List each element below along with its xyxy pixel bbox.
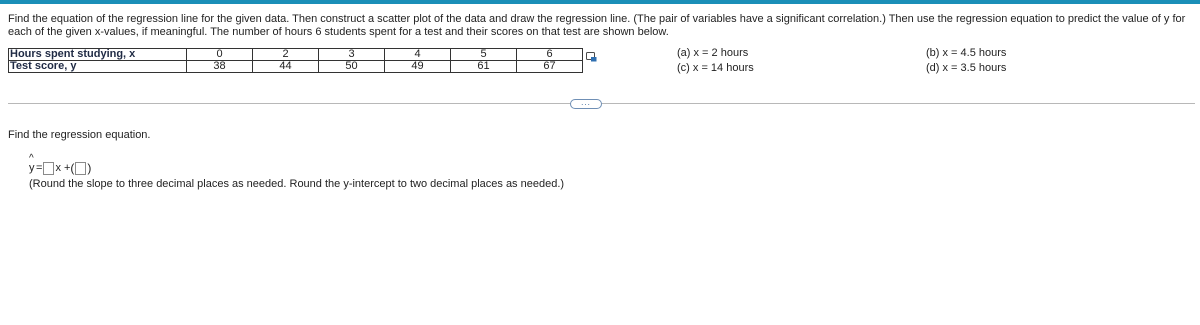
table-cell: 6 [517,49,583,61]
regression-equation [29,153,92,175]
table-cell: 2 [253,49,319,61]
table-cell: 44 [253,61,319,73]
table-cell: 0 [187,49,253,61]
prompt-text: Find the regression equation. [8,129,151,141]
close-paren: ) [87,161,92,175]
part-b: (b) x = 4.5 hours [926,47,1007,59]
table-cell: 38 [187,61,253,73]
slope-input[interactable] [43,162,54,175]
table-cell: 50 [319,61,385,73]
top-accent-bar [0,0,1200,4]
table-cell: 3 [319,49,385,61]
expand-more-button[interactable]: ... [570,99,602,109]
part-a: (a) x = 2 hours [677,47,749,59]
equals-sign: = [36,162,43,174]
popout-icon[interactable] [586,49,597,59]
question-text: Find the equation of the regression line for the given data. Then construct a scatter plot of the data and draw the regression line. (The pair of variables have a significant correlation.) Then use the regression equation to predict the value of y for each of the given x-values, if meaningful. The number of hours 6 students spent for a test and their scores on that test are shown below. [8,13,1186,38]
table-row-y [9,61,583,73]
part-d: (d) x = 3.5 hours [926,62,1007,74]
table-row-x [9,49,583,61]
hat-accent: ^ [29,153,34,164]
open-paren: ( [70,161,75,175]
table-cell: 49 [385,61,451,73]
row-header-x: Hours spent studying, x [9,49,187,61]
y-letter: y [29,162,35,174]
data-table [8,48,583,73]
table-cell: 61 [451,61,517,73]
table-cell: 4 [385,49,451,61]
rounding-instructions: (Round the slope to three decimal places as needed. Round the y-intercept to two decimal places as needed.) [29,178,565,190]
x-plus-text: x + [55,162,71,174]
y-hat-symbol [29,153,36,175]
part-c: (c) x = 14 hours [677,62,754,74]
intercept-input[interactable] [75,162,86,175]
table-cell: 5 [451,49,517,61]
row-header-y: Test score, y [9,61,187,73]
table-cell: 67 [517,61,583,73]
